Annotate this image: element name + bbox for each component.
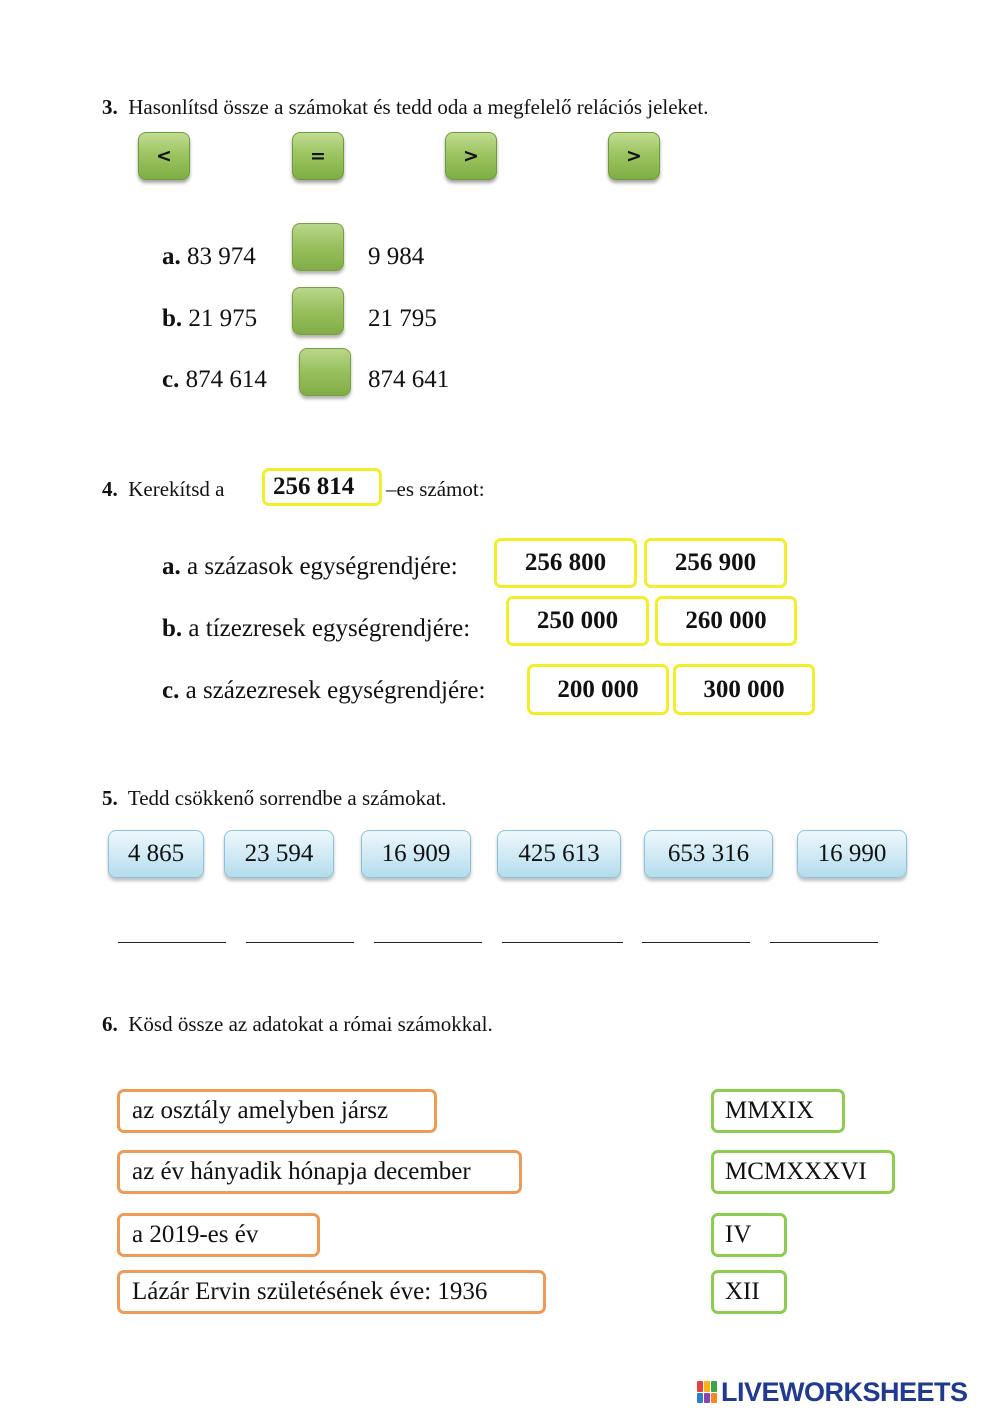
row-letter: b. xyxy=(162,305,183,332)
liveworksheets-logo-icon xyxy=(697,1381,717,1403)
roman-numeral-item[interactable]: IV xyxy=(711,1213,787,1257)
match-left-item[interactable]: az év hányadik hónapja december xyxy=(117,1150,522,1194)
round-label: a tízezresek egységrendjére: xyxy=(188,615,471,642)
task-6-instruction: Kösd össze az adatokat a római számokkal. xyxy=(128,1012,493,1036)
round-option[interactable]: 256 900 xyxy=(644,538,787,588)
round-option[interactable]: 260 000 xyxy=(655,596,797,646)
match-left-item[interactable]: a 2019-es év xyxy=(117,1213,320,1257)
answer-blank-line[interactable] xyxy=(246,942,354,943)
compare-row-b xyxy=(162,305,257,333)
greater-than-button-2[interactable]: > xyxy=(608,132,660,180)
left-number: 874 614 xyxy=(185,366,267,393)
number-tile[interactable]: 16 990 xyxy=(797,830,907,878)
roman-numeral-item[interactable]: MCMXXXVI xyxy=(711,1150,895,1194)
task-4-prefix: Kerekítsd a xyxy=(128,477,225,501)
answer-blank-line[interactable] xyxy=(502,942,623,943)
row-letter: c. xyxy=(162,366,180,393)
number-tile[interactable]: 23 594 xyxy=(224,830,334,878)
right-number: 874 641 xyxy=(368,366,450,393)
number-tile[interactable]: 425 613 xyxy=(497,830,621,878)
answer-blank-line[interactable] xyxy=(642,942,750,943)
round-label: a százezresek egységrendjére: xyxy=(185,677,486,704)
task-3-number: 3. xyxy=(102,95,118,119)
equals-button[interactable]: = xyxy=(292,132,344,180)
target-number-box: 256 814 xyxy=(262,468,382,506)
match-left-item[interactable]: Lázár Ervin születésének éve: 1936 xyxy=(117,1270,546,1314)
round-label: a százasok egységrendjére: xyxy=(187,553,458,580)
greater-than-button[interactable]: > xyxy=(445,132,497,180)
round-option[interactable]: 200 000 xyxy=(527,664,669,715)
row-letter: a. xyxy=(162,243,181,270)
round-option[interactable]: 250 000 xyxy=(506,596,649,646)
relation-drop-slot-c[interactable] xyxy=(299,348,351,396)
match-left-item[interactable]: az osztály amelyben jársz xyxy=(117,1089,437,1133)
less-than-button[interactable]: < xyxy=(138,132,190,180)
task-3-heading xyxy=(102,95,708,120)
task-4-heading xyxy=(102,477,224,502)
round-row-b xyxy=(162,615,470,643)
number-tile[interactable]: 653 316 xyxy=(644,830,773,878)
right-number: 9 984 xyxy=(368,243,425,270)
round-option[interactable]: 300 000 xyxy=(673,664,815,715)
liveworksheets-logo xyxy=(697,1378,968,1406)
number-tile[interactable]: 16 909 xyxy=(361,830,471,878)
compare-row-a xyxy=(162,243,256,271)
roman-numeral-item[interactable]: MMXIX xyxy=(711,1089,845,1133)
answer-blank-line[interactable] xyxy=(118,942,226,943)
logo-text: LIVEWORKSHEETS xyxy=(721,1376,968,1407)
row-letter: c. xyxy=(162,677,180,704)
relation-drop-slot-b[interactable] xyxy=(292,287,344,335)
number-tile[interactable]: 4 865 xyxy=(108,830,204,878)
task-5-heading xyxy=(102,786,447,811)
compare-row-c xyxy=(162,366,267,394)
left-number: 21 975 xyxy=(188,305,258,332)
left-number: 83 974 xyxy=(187,243,256,270)
round-row-a xyxy=(162,553,458,581)
task-5-instruction: Tedd csökkenő sorrendbe a számokat. xyxy=(127,786,447,810)
right-number: 21 795 xyxy=(368,305,437,332)
answer-blank-line[interactable] xyxy=(770,942,878,943)
round-row-c xyxy=(162,677,485,705)
task-4-number: 4. xyxy=(102,477,118,501)
answer-blank-line[interactable] xyxy=(374,942,482,943)
row-letter: b. xyxy=(162,615,183,642)
task-4-suffix: –es számot: xyxy=(386,477,485,501)
roman-numeral-item[interactable]: XII xyxy=(711,1270,787,1314)
relation-drop-slot-a[interactable] xyxy=(292,223,344,271)
row-letter: a. xyxy=(162,553,181,580)
task-6-heading xyxy=(102,1012,493,1037)
task-3-instruction: Hasonlítsd össze a számokat és tedd oda a megfelelő relációs jeleket. xyxy=(128,95,709,119)
task-6-number: 6. xyxy=(102,1012,118,1036)
task-5-number: 5. xyxy=(102,786,118,810)
round-option[interactable]: 256 800 xyxy=(494,538,637,588)
